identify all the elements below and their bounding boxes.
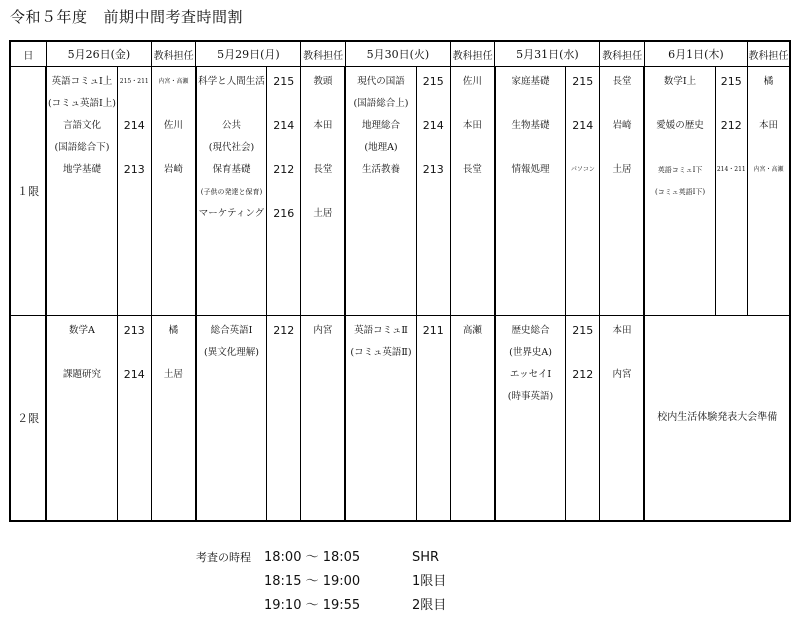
teacher bbox=[301, 93, 344, 115]
subject: (異文化理解) bbox=[204, 347, 259, 358]
room bbox=[267, 93, 300, 115]
room bbox=[118, 342, 151, 364]
header-row bbox=[10, 41, 790, 67]
subject: 英語コミュⅠ上 bbox=[51, 76, 113, 87]
date-header-4: 6月1日(木) bbox=[644, 41, 747, 67]
teacher: 岩崎 bbox=[163, 164, 183, 175]
subject: 現代の国語 bbox=[357, 76, 405, 87]
teacher bbox=[152, 137, 195, 159]
room: 215・211 bbox=[119, 78, 149, 85]
teacher: 本田 bbox=[462, 120, 482, 131]
teacher: 長堂 bbox=[612, 76, 632, 87]
period-1-row bbox=[10, 67, 790, 316]
subject: 歴史総合 bbox=[511, 325, 550, 336]
subject bbox=[645, 137, 714, 159]
room bbox=[716, 93, 747, 115]
subject: (コミュ英語Ⅰ上) bbox=[47, 98, 116, 109]
room: 214 bbox=[123, 368, 145, 381]
schedule-name: 1限目 bbox=[412, 574, 447, 589]
teacher bbox=[451, 342, 494, 364]
room: 215 bbox=[422, 75, 444, 88]
teacher: 橘 bbox=[168, 325, 179, 336]
teacher: 本田 bbox=[758, 120, 778, 131]
subject: (時事英語) bbox=[507, 391, 554, 402]
room: 214 bbox=[422, 119, 444, 132]
teacher-header-2: 教科担任 bbox=[450, 41, 494, 67]
subject: 生活教養 bbox=[361, 164, 400, 175]
subject: 家庭基礎 bbox=[511, 76, 550, 87]
room: 213 bbox=[123, 324, 145, 337]
room: 214 bbox=[572, 119, 594, 132]
day-header: 日 bbox=[10, 41, 46, 67]
teacher: 内宮・高瀬 bbox=[753, 166, 784, 173]
subject: マーケティング bbox=[198, 208, 265, 219]
teacher bbox=[451, 137, 494, 159]
room: 212 bbox=[572, 368, 594, 381]
subject bbox=[496, 93, 565, 115]
room: 213 bbox=[422, 163, 444, 176]
subject bbox=[496, 137, 565, 159]
teacher: 土居 bbox=[313, 208, 333, 219]
room bbox=[417, 342, 450, 364]
room: 215 bbox=[572, 324, 594, 337]
schedule-label: 考査の時程 bbox=[196, 551, 251, 564]
room bbox=[417, 137, 450, 159]
teacher: 橘 bbox=[763, 76, 774, 87]
room: パソコン bbox=[570, 166, 595, 173]
thursday-period-2-cell bbox=[644, 316, 790, 522]
subject: 生物基礎 bbox=[511, 120, 550, 131]
teacher bbox=[301, 137, 344, 159]
date-header-3: 5月31日(水) bbox=[495, 41, 600, 67]
subject: 数学Ⅰ上 bbox=[663, 76, 697, 87]
subject: (現代社会) bbox=[208, 142, 255, 153]
teacher-header-3: 教科担任 bbox=[600, 41, 644, 67]
teacher: 本田 bbox=[612, 325, 632, 336]
room: 214・211 bbox=[716, 166, 746, 173]
teacher: 本田 bbox=[313, 120, 333, 131]
schedule-time: 19:10 ～ 19:55 bbox=[264, 598, 361, 613]
subject: (子供の発達と保育) bbox=[200, 188, 263, 196]
subject: (国語総合下) bbox=[54, 142, 110, 153]
room bbox=[267, 342, 300, 364]
schedule-row bbox=[196, 546, 446, 570]
room bbox=[267, 181, 300, 203]
teacher: 内宮 bbox=[313, 325, 333, 336]
teacher bbox=[748, 181, 789, 203]
teacher bbox=[301, 342, 344, 364]
subject: (コミュ英語Ⅱ) bbox=[350, 347, 412, 358]
teacher bbox=[152, 342, 195, 364]
room bbox=[118, 93, 151, 115]
schedule-row bbox=[196, 594, 446, 618]
event-label: 校内生活体験発表大会準備 bbox=[657, 412, 778, 423]
teacher bbox=[600, 137, 643, 159]
subject: 科学と人間生活 bbox=[198, 76, 265, 87]
date-header-2: 5月30日(火) bbox=[345, 41, 450, 67]
teacher: 土居 bbox=[163, 369, 183, 380]
teacher: 内宮・高瀬 bbox=[158, 78, 189, 85]
teacher bbox=[600, 93, 643, 115]
room bbox=[566, 93, 599, 115]
room bbox=[118, 137, 151, 159]
schedule-time: 18:15 ～ 19:00 bbox=[264, 574, 361, 589]
teacher bbox=[152, 93, 195, 115]
room: 213 bbox=[123, 163, 145, 176]
subject: 課題研究 bbox=[62, 369, 101, 380]
teacher: 長堂 bbox=[313, 164, 333, 175]
subject: 総合英語Ⅰ bbox=[210, 325, 253, 336]
teacher: 土居 bbox=[612, 164, 632, 175]
room: 214 bbox=[273, 119, 295, 132]
schedule-name: 2限目 bbox=[412, 598, 447, 613]
schedule-row bbox=[196, 570, 446, 594]
room: 215 bbox=[273, 75, 295, 88]
teacher-header-1: 教科担任 bbox=[301, 41, 345, 67]
teacher bbox=[451, 93, 494, 115]
schedule-time: 18:00 ～ 18:05 bbox=[264, 550, 361, 565]
room bbox=[716, 181, 747, 203]
subject: 保育基礎 bbox=[212, 164, 251, 175]
subject: (国語総合上) bbox=[353, 98, 409, 109]
subject: 地学基礎 bbox=[62, 164, 101, 175]
subject: エッセイⅠ bbox=[509, 369, 552, 380]
teacher bbox=[748, 137, 789, 159]
subject: 情報処理 bbox=[511, 164, 550, 175]
teacher: 教頭 bbox=[313, 76, 333, 87]
date-header-1: 5月29日(月) bbox=[196, 41, 301, 67]
subject: 言語文化 bbox=[62, 120, 101, 131]
teacher bbox=[301, 181, 344, 203]
teacher: 佐川 bbox=[462, 76, 482, 87]
subject bbox=[47, 342, 116, 364]
subject: (地理A) bbox=[364, 142, 398, 153]
subject: (コミュ英語Ⅰ下) bbox=[654, 188, 706, 196]
title-name: 前期中間考査時間割 bbox=[103, 8, 244, 26]
room bbox=[417, 93, 450, 115]
room bbox=[716, 137, 747, 159]
subject: 愛媛の歴史 bbox=[656, 120, 704, 131]
subject: 地理総合 bbox=[361, 120, 400, 131]
teacher: 内宮 bbox=[612, 369, 632, 380]
room bbox=[566, 137, 599, 159]
room: 212 bbox=[273, 163, 295, 176]
exam-schedule bbox=[196, 546, 446, 618]
exam-timetable bbox=[9, 40, 791, 522]
teacher: 高瀬 bbox=[462, 325, 482, 336]
room: 215 bbox=[720, 75, 742, 88]
period-1-label: １限 bbox=[10, 67, 46, 316]
room: 214 bbox=[123, 119, 145, 132]
room: 212 bbox=[273, 324, 295, 337]
title-era: 令和５年度 bbox=[10, 8, 88, 26]
teacher bbox=[748, 93, 789, 115]
room bbox=[267, 137, 300, 159]
subject bbox=[645, 93, 714, 115]
teacher-header-0: 教科担任 bbox=[151, 41, 195, 67]
room bbox=[566, 342, 599, 364]
subject: (世界史A) bbox=[509, 347, 552, 358]
subject: 公共 bbox=[221, 120, 241, 131]
subject: 英語コミュⅠ下 bbox=[657, 166, 703, 174]
room: 216 bbox=[273, 207, 295, 220]
teacher: 長堂 bbox=[462, 164, 482, 175]
subject: 英語コミュⅡ bbox=[354, 325, 408, 336]
period-2-label: ２限 bbox=[10, 316, 46, 522]
teacher bbox=[600, 342, 643, 364]
room: 215 bbox=[572, 75, 594, 88]
teacher-header-4: 教科担任 bbox=[747, 41, 790, 67]
date-header-0: 5月26日(金) bbox=[46, 41, 151, 67]
teacher bbox=[600, 386, 643, 408]
room: 212 bbox=[720, 119, 742, 132]
subject bbox=[197, 93, 266, 115]
period-2-row bbox=[10, 316, 790, 522]
page-title bbox=[10, 6, 243, 27]
teacher: 佐川 bbox=[163, 120, 183, 131]
room bbox=[566, 386, 599, 408]
room: 211 bbox=[422, 324, 444, 337]
teacher: 岩崎 bbox=[612, 120, 632, 131]
schedule-name: SHR bbox=[412, 550, 440, 565]
subject: 数学A bbox=[69, 325, 95, 336]
